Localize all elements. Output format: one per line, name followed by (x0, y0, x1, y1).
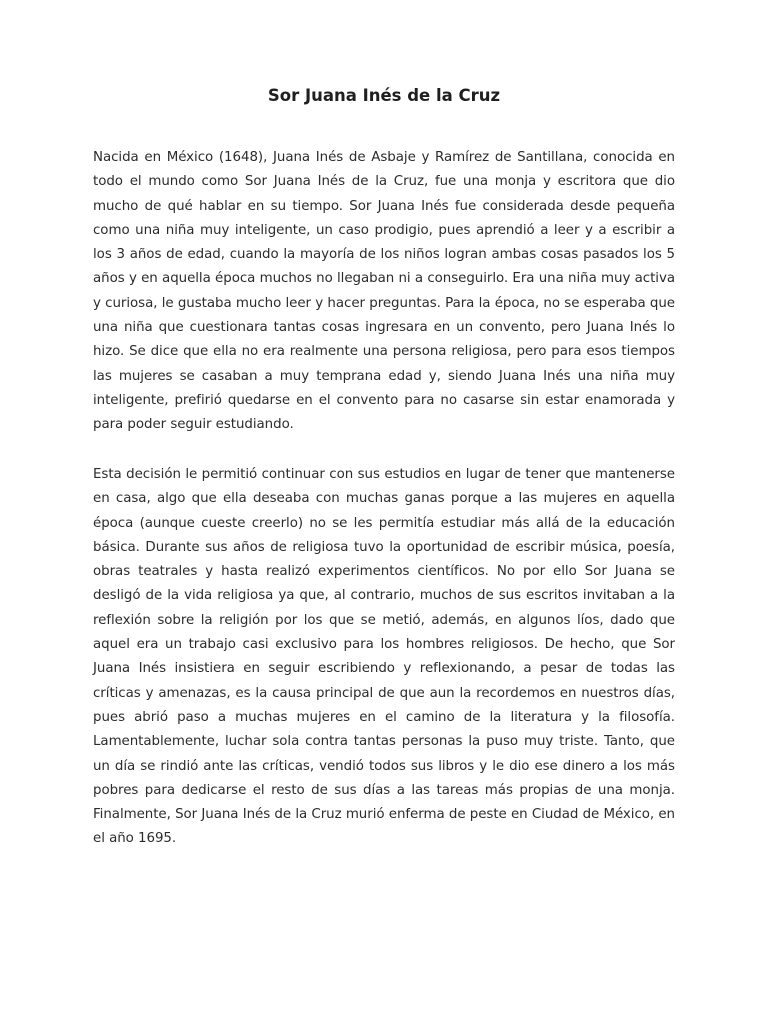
paragraph-2: Esta decisión le permitió continuar con sus estudios en lugar de tener que mantenerse en casa, algo que ella deseaba con muchas ganas porque a las mujeres en aquella época (aunque cueste creerlo) no se les permitía estudiar más allá de la educación básica. Durante sus años de religiosa tuvo la oportunidad de escribir música, poesía, obras teatrales y hasta realizó experimentos científicos. No por ello Sor Juana se desligó de la vida religiosa ya que, al contrario, muchos de sus escritos invitaban a la reflexión sobre la religión por los que se metió, además, en algunos líos, dado que aquel era un trabajo casi exclusivo para los hombres religiosos. De hecho, que Sor Juana Inés insistiera en seguir escribiendo y reflexionando, a pesar de todas las críticas y amenazas, es la causa principal de que aun la recordemos en nuestros días, pues abrió paso a muchas mujeres en el camino de la literatura y la filosofía. Lamentablemente, luchar sola contra tantas personas la puso muy triste. Tanto, que un día se rindió ante las críticas, vendió todos sus libros y le dio ese dinero a los más pobres para dedicarse el resto de sus días a las tareas más propias de una monja. Finalmente, Sor Juana Inés de la Cruz murió enferma de peste en Ciudad de México, en el año 1695. (93, 467, 675, 847)
document-title: Sor Juana Inés de la Cruz (267, 86, 501, 105)
paragraph-1: Nacida en México (1648), Juana Inés de Asbaje y Ramírez de Santillana, conocida en todo el mundo como Sor Juana Inés de la Cruz, fue una monja y escritora que dio mucho de qué hablar en su tiempo. Sor Juana Inés fue considerada desde pequeña como una niña muy inteligente, un caso prodigio, pues aprendió a leer y a escribir a los 3 años de edad, cuando la mayoría de los niños logran ambas cosas pasados los 5 años y en aquella época muchos no llegaban ni a conseguirlo. Era una niña muy activa y curiosa, le gustaba mucho leer y hacer preguntas. Para la época, no se esperaba que una niña que cuestionara tantas cosas ingresara en un convento, pero Juana Inés lo hizo. Se dice que ella no era realmente una persona religiosa, pero para esos tiempos las mujeres se casaban a muy temprana edad y, siendo Juana Inés una niña muy inteligente, prefirió quedarse en el convento para no casarse sin estar enamorada y para poder seguir estudiando. (93, 150, 675, 433)
